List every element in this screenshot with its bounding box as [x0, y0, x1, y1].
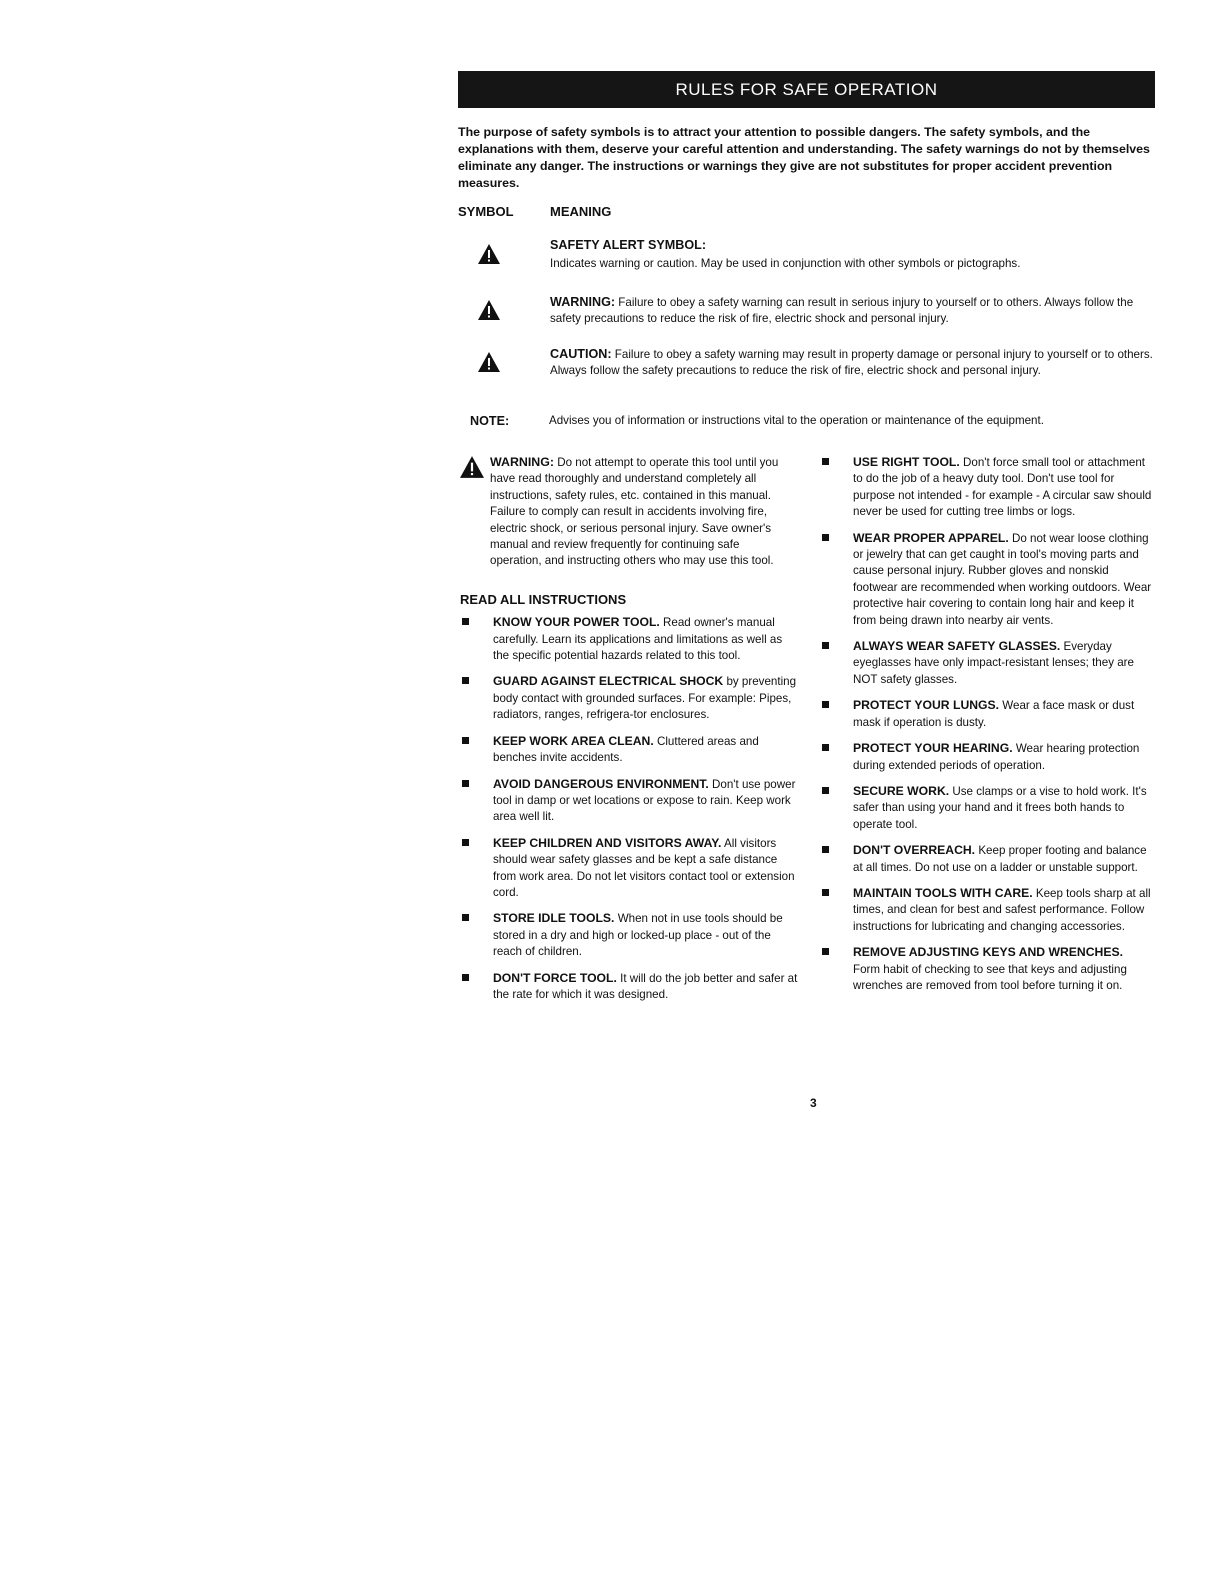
warning-triangle-icon [478, 244, 500, 264]
rule-item [820, 885, 1153, 935]
warning-label: WARNING: [490, 455, 555, 469]
rule-text: Read owner's manual carefully. Learn its applications and limitations as well as the specific potential hazards related to this tool. [493, 616, 783, 663]
left-rule-list [460, 614, 800, 1003]
rule-text: Wear a face mask or dust mask if operation is dusty. [853, 699, 1135, 729]
rule-label: KEEP WORK AREA CLEAN. [493, 733, 654, 748]
rule-label: PROTECT YOUR HEARING. [853, 741, 1013, 756]
rule-item [460, 835, 798, 902]
symbol-description: Failure to obey a safety warning can result in serious injury to yourself or to others. Always follow the safety precautions to reduce the risk of fire, electric shock and personal injury. [550, 296, 1134, 325]
rule-text: Everyday eyeglasses have only impact-resistant lenses; they are NOT safety glasses. [853, 640, 1134, 686]
symbol-description: Indicates warning or caution. May be used in conjunction with other symbols or pictographs. [550, 257, 1021, 270]
rule-label: KNOW YOUR POWER TOOL. [493, 615, 660, 630]
square-bullet-icon [462, 839, 469, 846]
rule-text: All visitors should wear safety glasses and be kept a safe distance from work area. Do not let visitors contact tool or extension cord. [493, 836, 795, 899]
rule-label: WEAR PROPER APPAREL. [853, 530, 1009, 545]
square-bullet-icon [822, 458, 829, 465]
square-bullet-icon [822, 889, 829, 896]
rule-text: When not in use tools should be stored in a dry and high or locked-up place - out of the reach of children. [493, 912, 783, 959]
right-rule-list [820, 454, 1160, 994]
square-bullet-icon [822, 642, 829, 649]
rule-label: STORE IDLE TOOLS. [493, 911, 615, 926]
rule-text: Don't force small tool or attachment to do the job of a heavy duty tool. Don't use tool for purpose not intended - for example - A circular saw should never be used for cutting tree limbs or logs. [853, 456, 1152, 519]
intro-paragraph: The purpose of safety symbols is to attract your attention to possible dangers. The safety symbols, and the explanations with them, deserve your careful attention and understanding. The safety warnings do not by themselves eliminate any danger. The instructions or warnings they give are not substitutes for proper accident prevention measures. [458, 125, 1150, 190]
symbol-label: SAFETY ALERT SYMBOL: [550, 238, 707, 252]
page-number: 3 [810, 1096, 817, 1110]
rule-label: MAINTAIN TOOLS WITH CARE. [853, 885, 1033, 900]
rule-label: SECURE WORK. [853, 783, 950, 798]
left-column [460, 454, 800, 1012]
right-column [820, 454, 1160, 1003]
square-bullet-icon [462, 780, 469, 787]
section-heading: READ ALL INSTRUCTIONS [460, 591, 627, 607]
rule-text: It will do the job better and safer at the rate for which it was designed. [493, 971, 798, 1001]
rule-text: Wear hearing protection during extended periods of operation. [853, 742, 1140, 772]
rule-text: Cluttered areas and benches invite accidents. [493, 734, 759, 765]
rule-label: GUARD AGAINST ELECTRICAL SHOCK [493, 674, 724, 689]
rule-item [820, 944, 1153, 994]
rule-label: DON'T FORCE TOOL. [493, 970, 617, 985]
square-bullet-icon [822, 846, 829, 853]
meaning-column-header: MEANING [550, 204, 612, 219]
square-bullet-icon [462, 914, 469, 921]
square-bullet-icon [822, 534, 829, 541]
rule-label: PROTECT YOUR LUNGS. [853, 698, 1000, 713]
rule-label: ALWAYS WEAR SAFETY GLASSES. [853, 639, 1061, 654]
rule-item [460, 776, 798, 826]
warning-block [460, 454, 792, 570]
rule-label: KEEP CHILDREN AND VISITORS AWAY. [493, 835, 722, 850]
rule-item [820, 783, 1153, 833]
rule-text: Do not wear loose clothing or jewelry that can get caught in tool's moving parts and cause personal injury. Rubber gloves and nonskid footwear are recommended when working outdoors. Wear protective hair covering to contain long hair and keep it from being drawn into nearby air vents. [853, 531, 1152, 627]
rule-item [460, 733, 798, 767]
warning-text: Do not attempt to operate this tool until you have read thoroughly and understand completely all instructions, safety rules, etc. contained in this manual. Failure to comply can result in accidents involving fire, electric shock, or serious personal injury. Save owner's manual and review frequently for continuing safe operation, and instructing others who may use this tool. [490, 456, 779, 568]
rule-item [820, 530, 1153, 629]
rule-item [820, 697, 1153, 731]
square-bullet-icon [822, 744, 829, 751]
square-bullet-icon [822, 701, 829, 708]
rule-item [460, 970, 798, 1004]
note-label: NOTE: [470, 414, 510, 428]
warning-triangle-icon [478, 300, 500, 320]
rule-label: AVOID DANGEROUS ENVIRONMENT. [493, 776, 709, 791]
square-bullet-icon [462, 974, 469, 981]
rule-text: Use clamps or a vise to hold work. It's safer than using your hand and it frees both hands to operate tool. [853, 784, 1147, 831]
warning-triangle-icon [478, 352, 500, 372]
rule-text: Keep proper footing and balance at all times. Do not use on a ladder or unstable support. [853, 844, 1147, 874]
rule-text: Form habit of checking to see that keys and adjusting wrenches are removed from tool before turning it on. [853, 962, 1127, 992]
rule-text: by preventing body contact with grounded surfaces. For example: Pipes, radiators, ranges, refrigera-tor enclosures. [493, 675, 797, 722]
rule-item [460, 614, 798, 664]
rule-item [820, 638, 1153, 688]
note-text: Advises you of information or instructions vital to the operation or maintenance of the equipment. [549, 414, 1044, 427]
symbol-label: WARNING: [550, 295, 616, 309]
warning-triangle-icon [460, 456, 484, 478]
rule-item [820, 842, 1153, 876]
rule-item [820, 454, 1153, 521]
square-bullet-icon [822, 948, 829, 955]
symbol-column-header: SYMBOL [458, 204, 514, 219]
square-bullet-icon [822, 787, 829, 794]
rule-item [460, 673, 798, 723]
rule-item [460, 910, 798, 960]
rule-label: REMOVE ADJUSTING KEYS AND WRENCHES. [853, 945, 1123, 960]
symbol-description: Failure to obey a safety warning may result in property damage or personal injury to yourself or to others. Always follow the safety precautions to reduce the risk of fire, electric shock and personal injury. [550, 348, 1153, 377]
square-bullet-icon [462, 618, 469, 625]
square-bullet-icon [462, 737, 469, 744]
rule-label: USE RIGHT TOOL. [853, 455, 960, 469]
symbol-label: CAUTION: [550, 347, 612, 361]
rule-label: DON'T OVERREACH. [853, 843, 976, 858]
page-title: RULES FOR SAFE OPERATION [458, 71, 1155, 108]
square-bullet-icon [462, 677, 469, 684]
rule-text: Keep tools sharp at all times, and clean for best and safest performance. Follow instructions for lubricating and changing accessories. [853, 886, 1151, 933]
rule-item [820, 740, 1153, 774]
rule-text: Don't use power tool in damp or wet locations or expose to rain. Keep work area well lit. [493, 777, 796, 824]
